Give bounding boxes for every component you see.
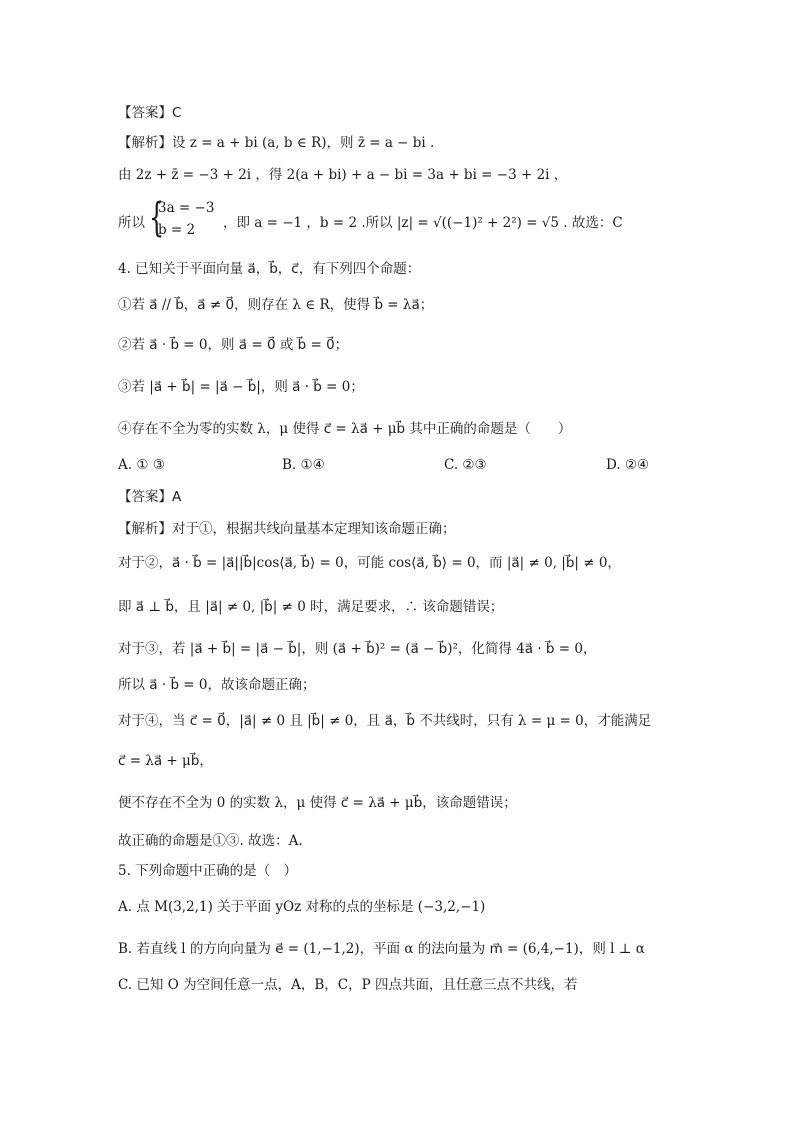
q4-proposition-3: ③若 |a⃗ + b⃗| = |a⃗ − b⃗|，则 a⃗ · b⃗ = 0； [118,379,364,395]
q4-analysis-8: 便不存在不全为 0 的实数 λ，μ 使得 c⃗ = λa⃗ + μb⃗，该命题错误； [118,795,517,811]
so-label: 所以 [118,215,145,231]
q4-option-c: C. ②③ [444,457,487,473]
q4-option-d: D. ②④ [606,457,650,473]
q4-analysis-2: 对于②，a⃗ · b⃗ = |a⃗||b⃗|cos⟨a⃗, b⃗⟩ = 0，可能 cos⟨a⃗, b⃗⟩ = 0，而 |a⃗| ≠ 0, |b⃗| ≠ 0， [118,555,621,571]
q4-answer: 【答案】A [118,489,182,505]
q4-analysis-5: 所以 a⃗ · b⃗ = 0，故该命题正确； [118,677,316,693]
q4-analysis-3: 即 a⃗ ⊥ b⃗，且 |a⃗| ≠ 0, |b⃗| ≠ 0 时，满足要求，∴ 该命题错误； [118,599,504,615]
system-row-2: b = 2 [158,222,196,238]
q4-option-a: A. ① ③ [118,457,165,473]
q5-stem: 5. 下列命题中正确的是（ ） [118,863,298,879]
q4-analysis-6: 对于④，当 c⃗ = 0⃗，|a⃗| ≠ 0 且 |b⃗| ≠ 0，且 a⃗，b⃗ 不共线时，只有 λ = μ = 0，才能满足 [118,713,652,729]
q4-proposition-1: ①若 a⃗ // b⃗，a⃗ ≠ 0⃗，则存在 λ ∈ R，使得 b⃗ = λa⃗； [118,297,434,313]
q3-analysis-line-1: 【解析】设 z = a + bi (a, b ∈ R)，则 z̄ = a − bi . [118,135,435,151]
q4-analysis-4: 对于③，若 |a⃗ + b⃗| = |a⃗ − b⃗|，则 (a⃗ + b⃗)² = (a⃗ − b⃗)²，化简得 4a⃗ · b⃗ = 0， [118,641,597,657]
q4-analysis-7: c⃗ = λa⃗ + μb⃗， [118,753,213,769]
system-row-1: 3a = −3 [158,200,215,216]
q4-analysis-9: 故正确的命题是①③. 故选：A. [118,833,303,849]
q5-option-b: B. 若直线 l 的方向向量为 e⃗ = (1,−1,2)，平面 α 的法向量为 m⃗ = (6,4,−1)，则 l ⊥ α [118,941,645,957]
q4-analysis-1: 【解析】对于①，根据共线向量基本定理知该命题正确； [118,521,456,537]
q4-stem: 4. 已知关于平面向量 a⃗，b⃗，c⃗，有下列四个命题： [118,261,421,277]
q3-answer: 【答案】C [118,105,182,121]
q5-option-a: A. 点 M(3,2,1) 关于平面 yOz 对称的点的坐标是 (−3,2,−1) [118,899,486,915]
q3-analysis-line-2: 由 2z + z̄ = −3 + 2i ，得 2(a + bi) + a − bi = 3a + bi = −3 + 2i ， [118,167,568,183]
q4-option-b: B. ①④ [282,457,325,473]
q4-proposition-2: ②若 a⃗ · b⃗ = 0，则 a⃗ = 0⃗ 或 b⃗ = 0⃗； [118,337,349,353]
left-brace-icon: { [149,195,165,241]
q5-option-c: C. 已知 O 为空间任意一点，A，B，C，P 四点共面，且任意三点不共线，若 [118,977,578,993]
q4-proposition-4: ④存在不全为零的实数 λ，μ 使得 c⃗ = λa⃗ + μb⃗ 其中正确的命题是（ ） [118,421,572,437]
q3-conclusion: ，即 a = −1 ，b = 2 .所以 |z| = √((−1)² + 2²) = √5 . 故选：C [223,215,623,231]
